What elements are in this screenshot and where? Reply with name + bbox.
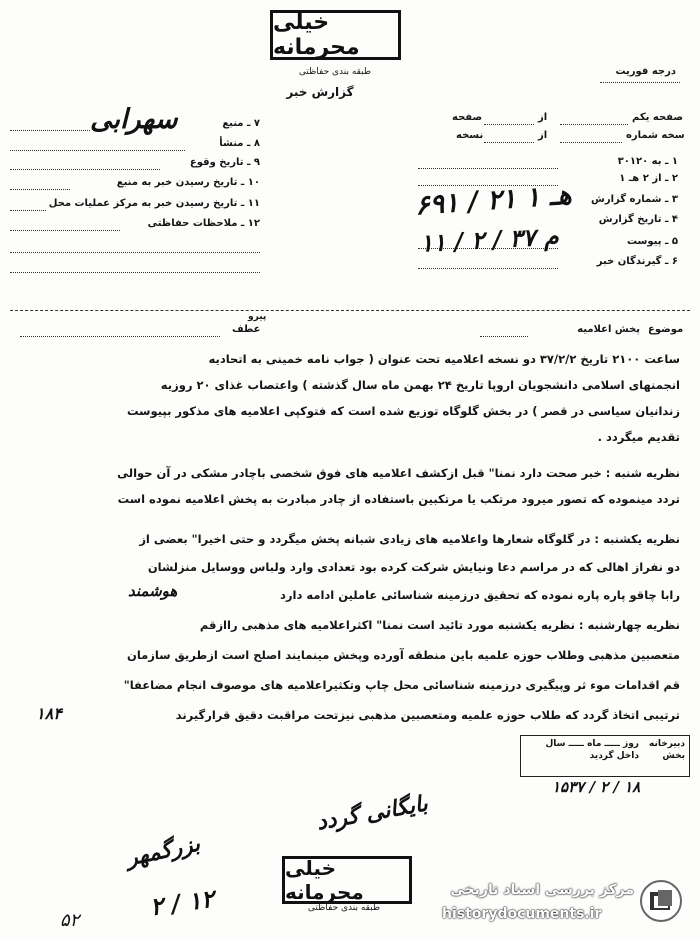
handwritten-corner-mark: ۵۲	[60, 910, 80, 931]
field-1-dots	[418, 168, 558, 169]
field-7-dots	[10, 130, 90, 131]
field-9: ۹ ـ تاریخ وقوع	[189, 157, 260, 168]
field-5: ۵ ـ پیوست	[626, 236, 678, 247]
copy-label: سخه شماره	[626, 130, 685, 141]
field-12-dots	[10, 230, 120, 231]
field-10: ۱۰ ـ تاریخ رسیدن خبر به منبع	[116, 177, 260, 188]
receipt-row-1: روز ـــــ ماه ـــــ سال	[545, 739, 639, 749]
watermark-title: مرکز بررسی اسناد تاریخی	[450, 882, 634, 898]
body-line-3: زندانیان سیاسی در قصر ) در بخش گلوگاه توزیع شده است که فتوکپی اعلامیه های مذکور بپیوست	[127, 404, 680, 418]
left-blank-2	[10, 272, 260, 273]
handwritten-subject-tag: هوشمند	[128, 582, 178, 600]
body-line-7: نظریه یکشنبه : در گلوگاه شعارها واعلامیه های زیادی شبانه پخش میگردد و حتی اخیرا" بعضی از	[139, 532, 680, 546]
field-6-dots	[418, 268, 558, 269]
page-from: از	[538, 112, 548, 123]
field-12: ۱۲ ـ ملاحظات حفاظتی	[147, 218, 260, 229]
receipt-number: ۱۵۳۷ / ۲ / ۱۸	[552, 778, 641, 796]
subject-value: پخش اعلامیه	[577, 324, 640, 335]
receipt-title: دبیرخانه	[649, 739, 685, 749]
body-line-2: انجمنهای اسلامی دانشجویان اروپا تاریخ ۲۴ بهمن ماه سال گذشته ) واعتصاب غذای ۲۰ روزیه	[160, 378, 680, 392]
subject-follow: پیرو	[248, 312, 267, 322]
body-line-4: تقدیم میگردد .	[597, 430, 680, 444]
page-dots-2	[484, 124, 534, 125]
receipt-box	[520, 735, 690, 777]
body-line-8: دو نفراز اهالی که در مراسم دعا ونیایش شرکت کرده بود تعدادی وارد ولباس ووسایل منزلشان	[147, 560, 680, 574]
handwritten-source: سهرابی	[90, 104, 178, 135]
field-8-dots	[10, 150, 185, 151]
urgency-label: درجه فوریت	[615, 66, 676, 77]
ref-dots	[20, 336, 220, 337]
receipt-row-2: بخش	[662, 751, 685, 761]
field-3: ۳ ـ شماره گزارش	[591, 194, 678, 205]
page-label: صفحه یکم	[632, 112, 684, 123]
field-7: ۷ ـ منبع	[222, 118, 260, 129]
urgency-line	[600, 82, 680, 83]
subject-ref: عطف	[232, 324, 261, 335]
handwritten-archive-note: بایگانی گردد	[314, 790, 430, 836]
handwritten-signature: بزرگمهر	[124, 830, 203, 872]
page-unit: صفحه	[452, 112, 483, 123]
classification-caption: طبقه بندی حفاظتی	[298, 67, 372, 77]
subject-label: موضوع	[648, 324, 684, 335]
left-blank-1	[10, 252, 260, 253]
field-9-dots	[10, 169, 160, 170]
footer-classification-stamp: خیلی محرمانه	[282, 856, 412, 904]
header-separator	[10, 310, 690, 311]
body-line-6: تردد مینموده که تصور میرود مرتکب یا مرتکبین باستفاده از چادر مبادرت به پخش اعلامیه نموده است	[117, 492, 680, 506]
body-line-9: رابا چاقو پاره پاره نموده که تحقیق درزمینه شناسائی عاملین ادامه دارد	[279, 588, 680, 602]
copy-from: از	[538, 130, 548, 141]
field-8: ۸ ـ منشأ	[219, 138, 260, 149]
page-dots-1	[560, 124, 628, 125]
classification-stamp: خیلی محرمانه	[270, 10, 401, 60]
body-line-11: متعصبین مذهبی وطلاب حوزه علمیه باین منطقه آورده وپخش مینمایند اصلح است ازطریق سازمان	[127, 648, 680, 662]
body-line-13: ترتیبی اتخاذ گردد که طلاب حوزه علمیه ومتعصبین مذهبی نیزتحت مراقبت دقیق قرارگیرند	[175, 708, 680, 722]
report-type: گزارش خبر	[286, 85, 354, 99]
footer-classification-caption: طبقه بندی حفاظتی	[307, 903, 381, 913]
body-line-5: نظریه شنبه : خبر صحت دارد نمنا" قبل ازکشف اعلامیه های فوق شخصی باچادر مشکی در آن حوالی	[117, 466, 680, 480]
handwritten-date: ۲ / ۱۲	[148, 883, 216, 922]
watermark-logo-icon	[640, 880, 682, 922]
field-11: ۱۱ ـ تاریخ رسیدن خبر به مرکز عملیات محل	[48, 198, 260, 209]
copy-dots-2	[484, 142, 534, 143]
field-6: ۶ ـ گیرندگان خبر	[596, 256, 678, 267]
field-10-dots	[10, 189, 70, 190]
body-line-12: قم اقدامات موء ثر وپیگیری درزمینه شناسائی محل چاپ وتکثیراعلامیه های موصوف انجام مضاعفا"	[123, 678, 680, 692]
watermark-url: historydocuments.ir	[442, 906, 602, 922]
field-11-dots	[10, 210, 46, 211]
handwritten-report-number: ۶۹۱ / ۲۱ هـ ۱	[414, 179, 573, 222]
copy-unit: نسخه	[456, 130, 484, 141]
handwritten-report-date: ۱۱ / ۲ / ۳۷ م	[419, 221, 560, 258]
subject-dots	[480, 336, 528, 337]
handwritten-side-mark: ۱۸۴	[36, 704, 62, 723]
body-line-10: نظریه چهارشنبه : نظریه یکشنبه مورد تائید است نمنا" اکثراعلامیه های مذهبی راازقم	[199, 618, 680, 632]
copy-dots-1	[560, 142, 622, 143]
field-1: ۱ ـ به ۳۰۱۲۰	[617, 156, 678, 167]
body-line-1: ساعت ۲۱۰۰ تاریخ ۳۷/۲/۲ دو نسخه اعلامیه تحت عنوان ( جواب نامه خمینی به اتحادیه	[208, 352, 680, 366]
receipt-row-3: داخل گردید	[589, 751, 639, 761]
field-2: ۲ ـ از ۲ هـ ۱	[619, 173, 678, 184]
field-4: ۴ ـ تاریخ گزارش	[598, 214, 678, 225]
